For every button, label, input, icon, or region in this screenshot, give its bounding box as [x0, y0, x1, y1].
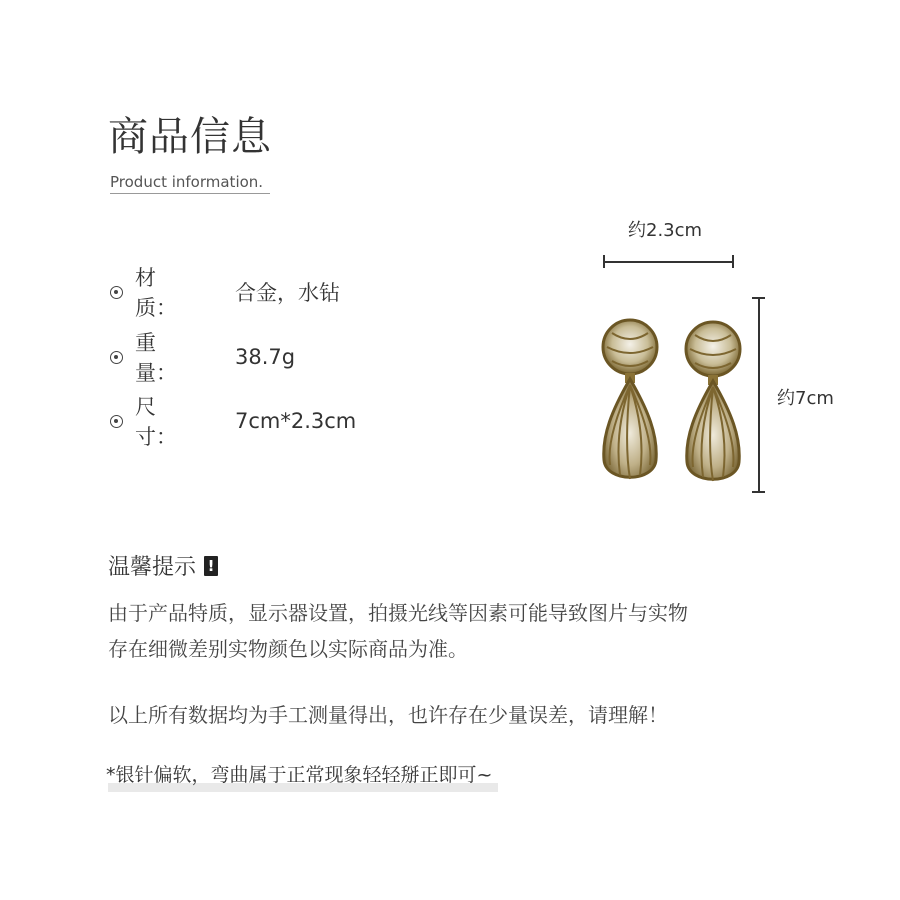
spec-value: 38.7g	[235, 345, 296, 369]
bullet-icon	[110, 351, 123, 364]
left-earring	[603, 320, 657, 479]
tips-title	[108, 550, 218, 581]
bullet-icon	[110, 286, 123, 299]
spec-row-material	[110, 266, 340, 320]
spec-label: 尺 寸：	[135, 395, 198, 449]
earrings-image	[590, 315, 760, 495]
width-dimension-label: 约2.3cm	[628, 220, 703, 241]
tips-note: *银针偏软，弯曲属于正常现象轻轻掰正即可~	[106, 764, 493, 786]
width-dimension-tick-right	[732, 255, 734, 268]
spec-value: 合金，水钻	[235, 281, 340, 305]
tips-title-text: 温馨提示	[108, 555, 197, 580]
subtitle-underline	[110, 193, 270, 194]
tips-line-2: 存在细微差别实物颜色以实际商品为准。	[108, 637, 468, 661]
spec-label: 重 量：	[135, 331, 198, 385]
width-dimension-tick-left	[603, 255, 605, 268]
tips-line-1: 由于产品特质，显示器设置，拍摄光线等因素可能导致图片与实物	[108, 601, 688, 625]
spec-label: 材 质：	[135, 266, 198, 320]
width-dimension-line	[603, 261, 733, 263]
height-dimension-label: 约7cm	[777, 388, 834, 409]
height-dimension-tick-top	[752, 297, 765, 299]
spec-row-size	[110, 395, 357, 449]
spec-value: 7cm*2.3cm	[235, 409, 357, 433]
tips-line-3: 以上所有数据均为手工测量得出，也许存在少量误差，请理解！	[108, 703, 668, 727]
exclamation-icon: !	[204, 556, 218, 576]
right-earring	[686, 322, 740, 481]
page-subtitle: Product information.	[110, 173, 264, 191]
page-title: 商品信息	[108, 114, 272, 160]
spec-row-weight	[110, 331, 296, 385]
bullet-icon	[110, 415, 123, 428]
